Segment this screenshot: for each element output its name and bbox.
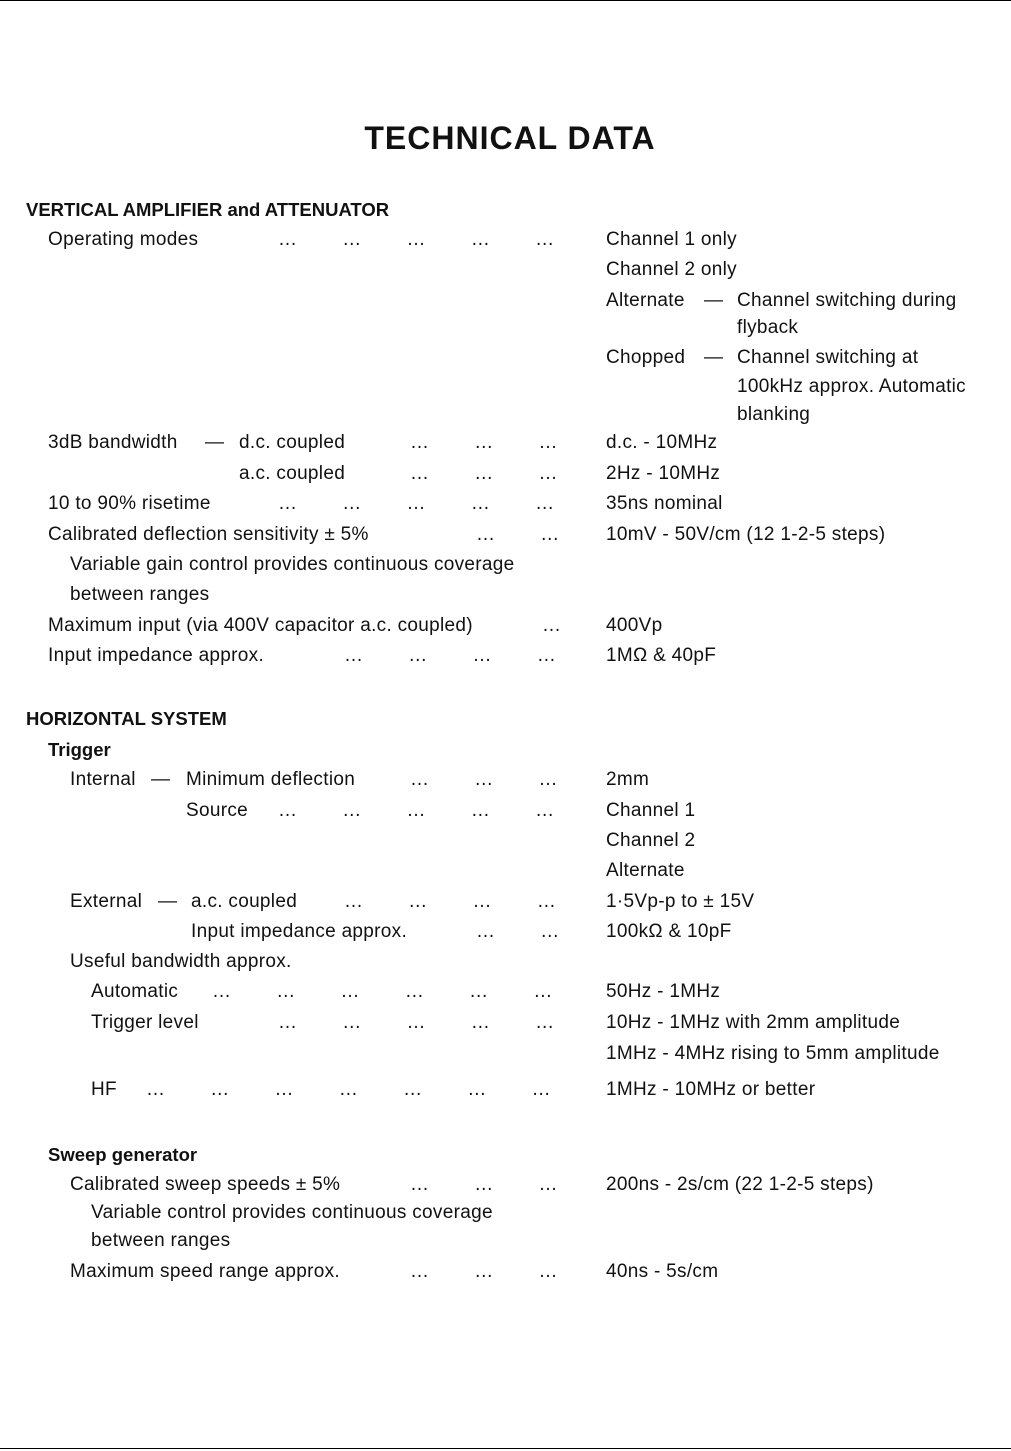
max-speed-value: 40ns - 5s/cm <box>606 1261 719 1282</box>
page-title: TECHNICAL DATA <box>364 120 656 156</box>
dot-leader: … … … … … <box>278 800 555 821</box>
mode-chopped-desc-3: blanking <box>737 404 811 425</box>
em-dash: — <box>205 432 225 453</box>
variable-gain-line-2: between ranges <box>70 584 210 605</box>
sweep-speeds-label: Calibrated sweep speeds ± 5% <box>70 1174 341 1195</box>
automatic-label: Automatic <box>91 981 179 1002</box>
top-rule <box>0 0 1011 1</box>
trigger-level-value-1: 10Hz - 1MHz with 2mm amplitude <box>606 1012 901 1033</box>
dot-leader: … … … … <box>344 891 556 912</box>
variable-gain-line-1: Variable gain control provides continuous coverage <box>70 554 515 575</box>
risetime-value: 35ns nominal <box>606 493 723 514</box>
dot-leader: … … … <box>410 463 558 484</box>
internal-label: Internal <box>70 769 136 790</box>
dot-leader: … … <box>476 524 560 545</box>
dot-leader: … … … … … <box>278 1012 555 1033</box>
mode-alternate-desc-2: flyback <box>737 317 799 338</box>
dot-leader: … … … … … <box>278 493 555 514</box>
risetime-label: 10 to 90% risetime <box>48 493 211 514</box>
automatic-value: 50Hz - 1MHz <box>606 981 721 1002</box>
source-label: Source <box>186 800 249 821</box>
dot-leader: … <box>542 615 561 636</box>
section-heading-horizontal: HORIZONTAL SYSTEM <box>26 708 227 729</box>
bandwidth-ac-value: 2Hz - 10MHz <box>606 463 721 484</box>
sensitivity-value: 10mV - 50V/cm (12 1-2-5 steps) <box>606 524 886 545</box>
dot-leader: … … … … … … … <box>146 1079 551 1100</box>
mode-chopped-desc-2: 100kHz approx. Automatic <box>737 376 966 397</box>
mode-chopped: Chopped <box>606 347 686 368</box>
external-ac-value: 1·5Vp-p to ± 15V <box>606 891 755 912</box>
dot-leader: … … … <box>410 769 558 790</box>
external-label: External <box>70 891 143 912</box>
trigger-level-value-2: 1MHz - 4MHz rising to 5mm amplitude <box>606 1043 940 1064</box>
trigger-level-label: Trigger level <box>91 1012 199 1033</box>
bandwidth-dc-value: d.c. - 10MHz <box>606 432 718 453</box>
source-alternate: Alternate <box>606 860 685 881</box>
impedance-label: Input impedance approx. <box>48 645 265 666</box>
em-dash: — <box>151 769 171 790</box>
dot-leader: … … … … … <box>278 229 555 250</box>
source-channel-2: Channel 2 <box>606 830 696 851</box>
external-ac-label: a.c. coupled <box>191 891 298 912</box>
bandwidth-ac-label: a.c. coupled <box>239 463 346 484</box>
mode-alternate: Alternate <box>606 290 685 311</box>
min-deflection-label: Minimum deflection <box>186 769 356 790</box>
hf-value: 1MHz - 10MHz or better <box>606 1079 816 1100</box>
subheading-sweep-generator: Sweep generator <box>48 1144 198 1165</box>
section-heading-vertical: VERTICAL AMPLIFIER and ATTENUATOR <box>26 199 390 220</box>
dot-leader: … … … <box>410 1261 558 1282</box>
max-input-label: Maximum input (via 400V capacitor a.c. coupled) <box>48 615 473 636</box>
sweep-speeds-value: 200ns - 2s/cm (22 1-2-5 steps) <box>606 1174 874 1195</box>
dot-leader: … … … <box>410 1174 558 1195</box>
dot-leader: … … … … <box>344 645 556 666</box>
mode-alternate-desc-1: Channel switching during <box>737 290 957 311</box>
max-speed-label: Maximum speed range approx. <box>70 1261 341 1282</box>
em-dash: — <box>158 891 178 912</box>
bottom-rule <box>0 1448 1011 1449</box>
min-deflection-value: 2mm <box>606 769 650 790</box>
mode-chopped-desc-1: Channel switching at <box>737 347 919 368</box>
bandwidth-dc-label: d.c. coupled <box>239 432 346 453</box>
operating-modes-label: Operating modes <box>48 229 199 250</box>
dot-leader: … … … … … … <box>212 981 553 1002</box>
dot-leader: … … … <box>410 432 558 453</box>
em-dash: — <box>704 290 724 311</box>
mode-channel-1: Channel 1 only <box>606 229 737 250</box>
variable-sweep-line-2: between ranges <box>91 1230 231 1251</box>
bandwidth-label: 3dB bandwidth <box>48 432 178 453</box>
hf-label: HF <box>91 1079 117 1100</box>
em-dash: — <box>704 347 724 368</box>
external-impedance-value: 100kΩ & 10pF <box>606 921 732 942</box>
useful-bandwidth-label: Useful bandwidth approx. <box>70 951 292 972</box>
max-input-value: 400Vp <box>606 615 663 636</box>
mode-channel-2: Channel 2 only <box>606 259 737 280</box>
dot-leader: … … <box>476 921 560 942</box>
sensitivity-label: Calibrated deflection sensitivity ± 5% <box>48 524 369 545</box>
impedance-value: 1MΩ & 40pF <box>606 645 717 666</box>
source-channel-1: Channel 1 <box>606 800 696 821</box>
external-impedance-label: Input impedance approx. <box>191 921 408 942</box>
subheading-trigger: Trigger <box>48 739 111 760</box>
variable-sweep-line-1: Variable control provides continuous coverage <box>91 1202 493 1223</box>
